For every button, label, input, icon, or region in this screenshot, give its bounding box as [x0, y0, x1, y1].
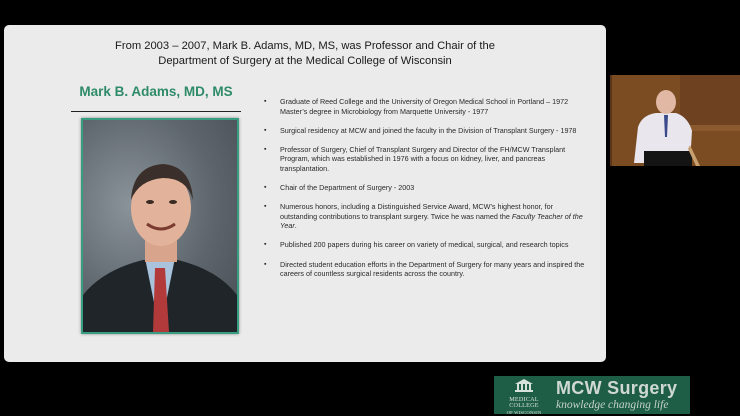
- speaker-video-frame: [610, 75, 740, 166]
- bio-bullet-item: ▪ Published 200 papers during his career on variety of medical, surgical, and research topics: [264, 240, 569, 250]
- bullet-icon: ▪: [264, 241, 267, 249]
- bio-bullet-item: ▪ Surgical residency at MCW and joined the faculty in the Division of Transplant Surgery - 1978: [264, 125, 577, 135]
- slide-title: [4, 39, 606, 69]
- bio-bullet-item: ▪ Numerous honors, including a Distinguished Service Award, MCW’s highest honor, for outstanding contributions to transplant surgery. Twice he was named the Faculty Teacher of the Year.: [264, 202, 583, 231]
- portrait-photo: [81, 118, 239, 334]
- bullet-icon: ▪: [264, 145, 267, 153]
- bullet-icon: ▪: [264, 260, 267, 268]
- college-building-icon: [514, 379, 534, 392]
- bullet-icon: ▪: [264, 126, 267, 134]
- slide-title-line-1: From 2003 – 2007, Mark B. Adams, MD, MS, was Professor and Chair of the: [115, 40, 495, 52]
- presentation-slide: [4, 25, 606, 362]
- person-name-heading: Mark B. Adams, MD, MS: [79, 84, 233, 99]
- heading-divider: [71, 111, 241, 112]
- bio-bullet-list: [262, 97, 592, 288]
- medical-college-wisconsin-logo: MEDICAL COLLEGE OF WISCONSIN: [498, 379, 550, 412]
- speaker-video-feed: [610, 75, 740, 166]
- bullet-icon: ▪: [264, 203, 267, 211]
- bio-bullet-item: ▪ Professor of Surgery, Chief of Transplant Surgery and Director of the FH/MCW Transplant Program, which was established in 1976 with a focus on kidney, liver, and pancreas transplantation.: [264, 144, 566, 173]
- bio-bullet-item: ▪ Graduate of Reed College and the University of Oregon Medical School in Portland – 1972 Master’s degree in Microbiology from Marquette University - 1977: [264, 97, 569, 116]
- bio-bullet-item: ▪ Chair of the Department of Surgery - 2003: [264, 183, 415, 193]
- bullet-icon: ▪: [264, 98, 267, 105]
- portrait-illustration: [83, 120, 237, 332]
- mcw-surgery-logo-banner: [494, 376, 690, 414]
- bullet-icon: ▪: [264, 184, 267, 192]
- slide-title-line-2: Department of Surgery at the Medical College of Wisconsin: [158, 55, 452, 67]
- bio-bullet-item: ▪ Directed student education efforts in the Department of Surgery for many years and inspired the careers of countless surgical residents across the country.: [264, 259, 585, 279]
- brand-name: MCW Surgery: [556, 378, 678, 398]
- brand-tagline: knowledge changing life: [556, 399, 669, 411]
